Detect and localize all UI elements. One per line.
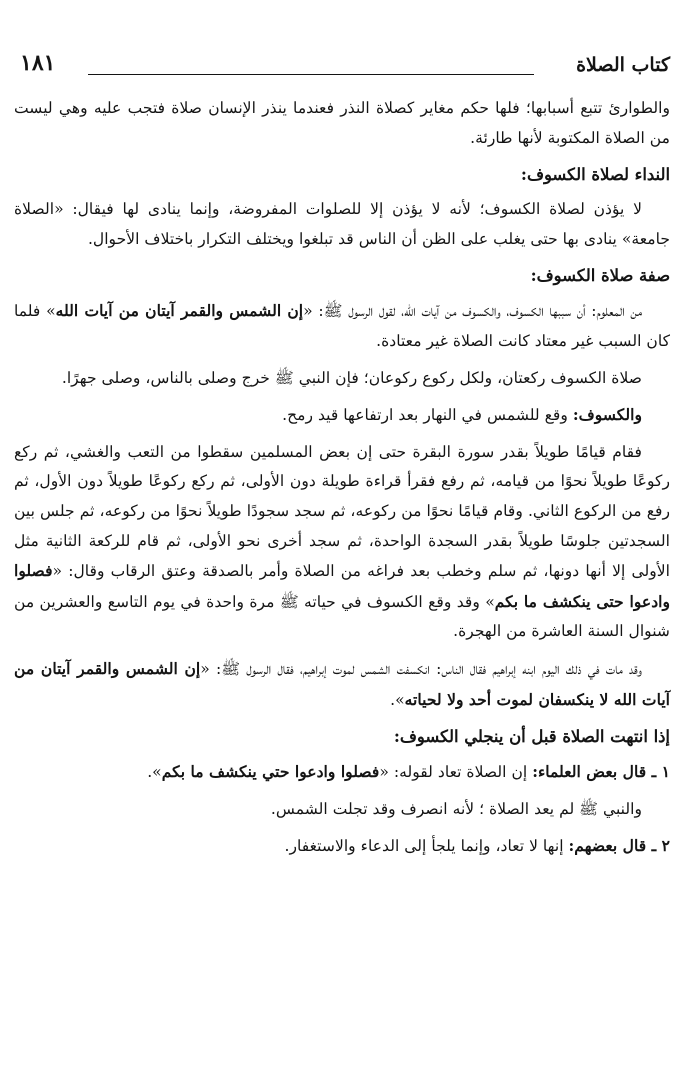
item1-text-b: ». <box>147 763 162 782</box>
page-number: ١٨١ <box>20 50 56 76</box>
paragraph-ibrahim <box>14 654 670 715</box>
paragraph-kusuf <box>14 400 670 431</box>
page-body <box>14 94 670 869</box>
ibrahim-hadith: إن الشمس والقمر آيتان من آيات الله لا ينكسفان لموت أحد ولا لحياته <box>14 658 670 709</box>
item2-label: ٢ ـ قال بعضهم: <box>568 836 670 856</box>
paragraph-rakat: صلاة الكسوف ركعتان، ولكل ركوع ركوعان؛ فإن النبي ﷺ خرج وصلى بالناس، وصلى جهرًا. <box>61 368 642 387</box>
item1-text-a: إن الصلاة تعاد لقوله: « <box>379 763 533 782</box>
paragraph-nidaa: لا يؤذن لصلاة الكسوف؛ لأنه لا يؤذن إلا للصلوات المفروضة، وإنما ينادى لها فيقال: «الصلاة جامعة» ينادى بها حتى يغلب على الظن أن الناس قد تبلغوا ويختلف التكرار باختلاف الأحوال. <box>14 200 670 248</box>
kusuf-label: والكسوف: <box>572 405 642 425</box>
item1-hadith: فصلوا وادعوا حتي ينكشف ما بكم <box>161 762 380 782</box>
description-hadith: فصلوا وادعوا حتى ينكشف ما بكم <box>14 561 671 611</box>
kusuf-text: وقع للشمس في النهار بعد ارتفاعها قيد رمح. <box>282 406 573 425</box>
sifa-text-a: من المعلوم: أن سببها الكسوف، والكسوف من آيات الله، لقول الرسول ﷺ: « <box>303 302 642 321</box>
running-title: كتاب الصلاة <box>576 54 670 76</box>
list-item-1 <box>14 757 670 788</box>
header-rule <box>88 74 534 75</box>
item1-label: ١ ـ قال بعض العلماء: <box>532 762 670 782</box>
heading-nidaa: النداء لصلاة الكسوف: <box>520 165 670 185</box>
list-item-1-continuation: والنبي ﷺ لم يعد الصلاة ؛ لأنه انصرف وقد تجلت الشمس. <box>270 799 642 818</box>
ibrahim-text-b: ». <box>390 690 405 709</box>
sifa-text-b: » فلما كان السبب غير معتاد كانت الصلاة غير معتادة. <box>14 302 670 350</box>
item2-text: إنها لا تعاد، وإنما يلجأ إلى الدعاء والاستغفار. <box>284 837 569 856</box>
description-text-b: » وقد وقع الكسوف في حياته ﷺ مرة واحدة في يوم التاسع والعشرين من شنوال السنة العاشرة من الهجرة. <box>14 592 670 641</box>
list-item-2 <box>14 831 670 862</box>
paragraph-description <box>14 438 670 647</box>
ibrahim-text-a: وقد مات في ذلك اليوم ابنه إبراهيم فقال الناس: انكسفت الشمس لموت إبراهيم، فقال الرسول ﷺ: « <box>200 659 642 678</box>
paragraph-sifa <box>14 296 670 356</box>
sifa-hadith: إن الشمس والقمر آيتان من آيات الله <box>55 301 304 321</box>
description-text-a: فقام قيامًا طويلاً بقدر سورة البقرة حتى إن بعض المسلمين سقطوا من التعب والغشي، ثم ركع ركوعًا طويلاً نحوًا من قيامه، ثم رفع فقرأ قراءة طويلة دون الأولى، ثم ركع ركوعًا طويلاً دون الأول، ثم رفع من الركوع الثاني. وقام قيامًا نحوًا من ركوعه، ثم سجد سجودًا طويلاً نحوًا من ركوعه، ثم جلس بين السجدتين جلوسًا طويلاً بقدر السجدة الواحدة، ثم سجد أخرى نحو الأولى، ثم قام للركعة الثانية مثل الأولى إلا أنها دونها، ثم سلم وخطب بعد فراغه من الصلاة وأمر بالصدقة وعتق الرقاب وقال: « <box>14 442 670 581</box>
page-header <box>14 48 670 88</box>
paragraph-intro: والطوارئ تتبع أسبابها؛ فلها حكم مغاير كصلاة النذر فعندما ينذر الإنسان صلاة فتجب عليه وهي ليست من الصلاة المكتوبة لأنها طارئة. <box>14 99 670 147</box>
heading-sifa: صفة صلاة الكسوف: <box>530 266 670 286</box>
heading-intahat: إذا انتهت الصلاة قبل أن ينجلي الكسوف: <box>393 727 670 747</box>
